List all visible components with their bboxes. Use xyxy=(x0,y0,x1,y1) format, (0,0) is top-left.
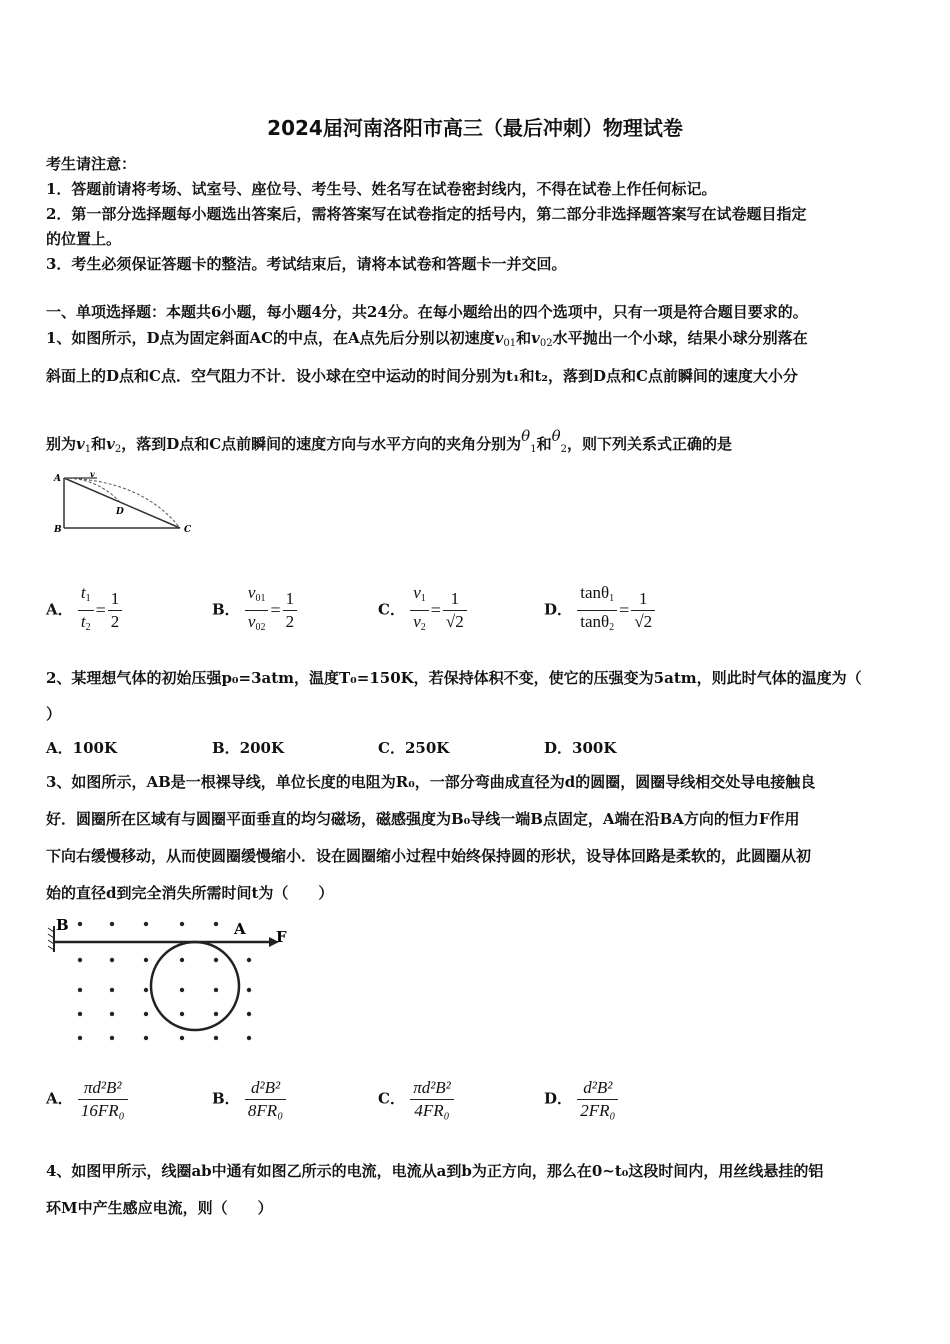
q2-option-c[interactable]: C．250K xyxy=(378,739,450,757)
q3-option-b[interactable]: B． $\frac{\text{d²B²}}{\text{8FR₀}}$ xyxy=(212,1077,286,1122)
q1-option-a[interactable]: A． $\frac{t_1}{t_2}$ = $\frac{1}{2}$ xyxy=(46,582,122,639)
fig-label-d: D xyxy=(116,507,124,517)
fig-label-a: A xyxy=(234,920,246,938)
q4-line-2: 环M中产生感应电流，则（ ） xyxy=(46,1199,273,1217)
q3-line-4: 始的直径d到完全消失所需时间t为（ ） xyxy=(46,884,334,902)
notice-item-2-cont: 的位置上。 xyxy=(46,230,122,248)
section-heading: 一、单项选择题：本题共6小题，每小题4分，共24分。在每小题给出的四个选项中，只有一项是符合题目要求的。 xyxy=(46,303,808,321)
fig-label-b: B xyxy=(56,916,69,934)
q2-option-d[interactable]: D．300K xyxy=(544,739,617,757)
q2-line-1: 2、某理想气体的初始压强p₀=3atm，温度T₀=150K，若保持体积不变，使它的压强变为5atm，则此时气体的温度为（ xyxy=(46,669,862,687)
q1-option-c[interactable]: C． $\frac{v_1}{v_2}$ = $\frac{1}{√2}$ xyxy=(378,582,467,639)
q1-line-2: 斜面上的D点和C点．空气阻力不计．设小球在空中运动的时间分别为t₁和t₂，落到D点和C点前瞬间的速度大小分 xyxy=(46,367,798,385)
q3-figure xyxy=(44,912,294,1047)
fig-label-f: F xyxy=(276,928,287,946)
q1-line-3: 别为$v_1$和$v_2$，落到D点和C点前瞬间的速度方向与水平方向的夹角分别为$\theta_1$和$\theta_2$，则下列关系式正确的是 xyxy=(46,427,733,455)
q3-option-a[interactable]: A． $\frac{\text{πd²B²}}{\text{16FR₀}}$ xyxy=(46,1077,128,1122)
fig-label-v: v xyxy=(90,469,95,479)
page-title: 2024届河南洛阳市高三（最后冲刺）物理试卷 xyxy=(267,116,683,140)
q1-option-b[interactable]: B． $\frac{v_{01}}{v_{02}}$ = $\frac{1}{2}$ xyxy=(212,582,297,639)
q4-line-1: 4、如图甲所示，线圈ab中通有如图乙所示的电流，电流从a到b为正方向，那么在0~t₀这段时间内，用丝线悬挂的铝 xyxy=(46,1162,824,1180)
q3-line-3: 下向右缓慢移动，从而使圆圈缓慢缩小．设在圆圈缩小过程中始终保持圆的形状，设导体回路是柔软的，此圆圈从初 xyxy=(46,847,812,865)
q1-option-d[interactable]: D． $\frac{\tan\theta_1}{\tan\theta_2}$ = $\frac{1}{√2}$ xyxy=(544,582,655,639)
q1-line-1: 1、如图所示，D点为固定斜面AC的中点，在A点先后分别以初速度$v_{01}$和$v_{02}$水平抛出一个小球，结果小球分别落在 xyxy=(46,329,808,349)
notice-item-1: 1．答题前请将考场、试室号、座位号、考生号、姓名写在试卷密封线内，不得在试卷上作任何标记。 xyxy=(46,180,717,198)
fig-label-b: B xyxy=(54,525,62,535)
fig-label-c: C xyxy=(184,525,192,535)
notice-heading: 考生请注意： xyxy=(46,155,137,173)
q2-option-a[interactable]: A．100K xyxy=(46,739,117,757)
fig-label-a: A xyxy=(54,474,61,484)
notice-item-3: 3．考生必须保证答题卡的整洁。考试结束后，请将本试卷和答题卡一并交回。 xyxy=(46,255,567,273)
q2-line-2: ） xyxy=(46,705,62,723)
q2-option-b[interactable]: B．200K xyxy=(212,739,285,757)
q3-option-c[interactable]: C． $\frac{\text{πd²B²}}{\text{4FR₀}}$ xyxy=(378,1077,454,1122)
q3-option-d[interactable]: D． $\frac{\text{d²B²}}{\text{2FR₀}}$ xyxy=(544,1077,618,1122)
q3-line-2: 好．圆圈所在区域有与圆圈平面垂直的均匀磁场，磁感强度为B₀导线一端B点固定，A端在沿BA方向的恒力F作用 xyxy=(46,810,800,828)
notice-item-2: 2．第一部分选择题每小题选出答案后，需将答案写在试卷指定的括号内，第二部分非选择题答案写在试卷题目指定 xyxy=(46,205,807,223)
q1-figure xyxy=(52,468,202,540)
q3-line-1: 3、如图所示，AB是一根裸导线，单位长度的电阻为R₀，一部分弯曲成直径为d的圆圈，圆圈导线相交处导电接触良 xyxy=(46,773,816,791)
